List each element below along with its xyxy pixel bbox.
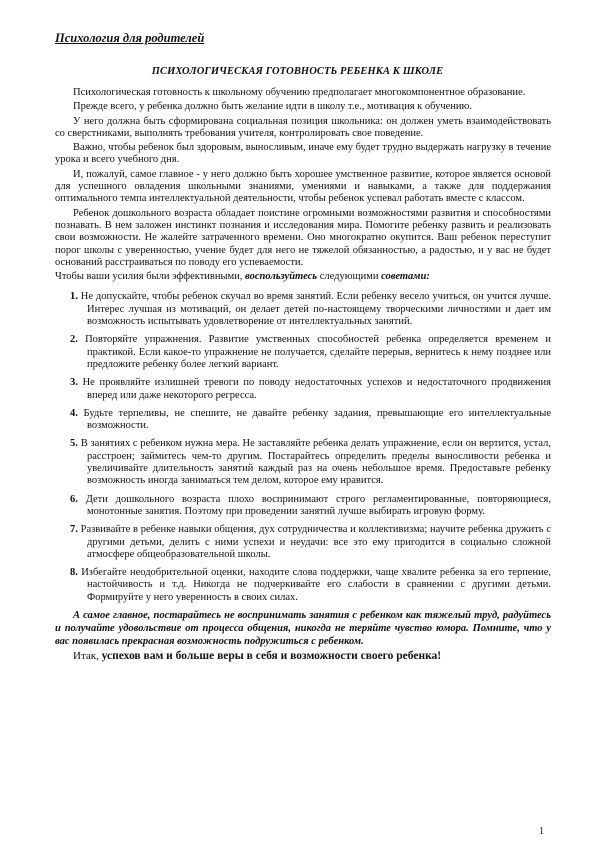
list-item <box>55 377 551 402</box>
tip-number: 6. <box>70 493 78 505</box>
tip-number: 4. <box>70 407 78 419</box>
list-item <box>55 494 551 519</box>
tip-text: Не допускайте, чтобы ребенок скучал во время занятий. Если ребенку весело учиться, он учится лучше. Интерес лучшая из мотиваций, он делает детей по-настоящему творческими личностями и дает им возможность испытывать удовлетворение от интеллектуальных занятий. <box>80 291 552 328</box>
paragraph: Важно, чтобы ребенок был здоровым, выносливым, иначе ему будет трудно выдержать нагрузку в течение урока и всего учебного дня. <box>55 142 551 166</box>
tips-intro-text: Чтобы ваши усилия были эффективными, <box>55 271 246 283</box>
final-wish <box>55 650 551 662</box>
list-item <box>55 334 551 371</box>
final-lead: Итак, <box>73 650 102 663</box>
tip-text: Не проявляйте излишней тревоги по поводу недостаточных успехов и недостаточного продвижения вперед или даже некоторого регресса. <box>82 377 551 401</box>
paragraph: Ребенок дошкольного возраста обладает поистине огромными возможностями развития и способностями познавать. В нем заложен инстинкт познания и исследования мира. Помогите ребенку развить и реализовать свои возможности. Не жалейте затраченного времени. Оно многократно окупится. Ваш ребенок переступит порог школы с уверенностью, учение будет для него не тяжелой обязанностью, а радостью, и у вас не будет оснований расстраиваться по поводу его успеваемости. <box>55 207 551 268</box>
tip-number: 3. <box>70 377 78 389</box>
tips-intro <box>55 271 551 283</box>
list-item <box>55 291 551 328</box>
tip-number: 8. <box>70 567 78 579</box>
tips-intro-emphasis: советами: <box>381 271 430 283</box>
paragraph: У него должна быть сформирована социальная позиция школьника: он должен уметь взаимодействовать со сверстниками, выполнять требования учителя, контролировать свое поведение. <box>55 115 551 139</box>
list-item <box>55 408 551 433</box>
paragraph: Психологическая готовность к школьному обучению предполагает многокомпонентное образование. <box>73 87 526 98</box>
tip-text: Избегайте неодобрительной оценки, находите слова поддержки, чаще хвалите ребенка за его терпение, настойчивость и т.д. Никогда не подчеркивайте его слабости в сравнении с другими детьми. Формируйте у него уверенность в своих силах. <box>81 567 551 603</box>
final-wish-text: успехов вам и больше веры в себя и возможности своего ребенка! <box>101 650 442 663</box>
list-item <box>55 524 551 561</box>
tip-number: 2. <box>70 334 78 346</box>
closing-paragraph: А самое главное, постарайтесь не воспринимать занятия с ребенком как тяжелый труд, радуйтесь и получайте удовольствие от процесса общения, никогда не теряйте чувство юмора. Помните, что у вас появилась прекрасная возможность подружиться с ребенком. <box>55 609 551 647</box>
page-title: ПСИХОЛОГИЧЕСКАЯ ГОТОВНОСТЬ РЕБЕНКА К ШКОЛЕ <box>151 66 444 77</box>
tip-text: Повторяйте упражнения. Развитие умственных способностей ребенка определяется временем и практикой. Если какое-то упражнение не получается, сделайте перерыв, вернитесь к нему позднее или предложите ребенку более легкий вариант. <box>85 334 551 370</box>
tip-text: В занятиях с ребенком нужна мера. Не заставляйте ребенка делать упражнение, если он вертится, устал, расстроен; займитесь чем-то другим. Постарайтесь определить пределы выносливости ребенка и увеличивайте длительность занятий каждый раз на очень небольшое время. Предоставьте ребенку возможность иногда заниматься тем делом, которое ему нравится. <box>80 438 552 487</box>
tip-text: Дети дошкольного возраста плохо воспринимают строго регламентированные, повторяющиеся, монотонные занятия. Поэтому при проведении занятий лучше выбирать игровую форму. <box>85 493 552 517</box>
document-body <box>55 87 551 665</box>
tip-number: 7. <box>70 524 78 536</box>
tips-list <box>55 291 551 604</box>
tips-intro-emphasis: воспользуйтесь <box>245 271 318 283</box>
tip-number: 1. <box>70 291 78 303</box>
paragraph: И, пожалуй, самое главное - у него должно быть хорошее умственное развитие, которое является основой для успешного овладения школьными знаниями, умениями и навыками, а также для поддержания оптимального темпа интеллектуальной деятельности, чтобы ребенок успевал работать вместе с классом. <box>55 168 551 205</box>
tip-text: Развивайте в ребенке навыки общения, дух сотрудничества и коллективизма; научите ребенка дружить с другими детьми, делить с ними успехи и неудачи: все это ему пригодится в социально сложной атмосфере общеобразовательной школы. <box>80 524 551 560</box>
tips-intro-text: следующими <box>317 271 382 283</box>
page-header: Психология для родителей <box>55 31 205 45</box>
tip-text: Будьте терпеливы, не спешите, не давайте ребенку задания, превышающие его интеллектуальные возможности. <box>83 407 552 432</box>
list-item <box>55 438 551 487</box>
list-item <box>55 567 551 604</box>
tip-number: 5. <box>70 438 78 450</box>
page-number: 1 <box>539 826 544 837</box>
paragraph: Прежде всего, у ребенка должно быть желание идти в школу т.е., мотивация к обучению. <box>73 101 472 113</box>
